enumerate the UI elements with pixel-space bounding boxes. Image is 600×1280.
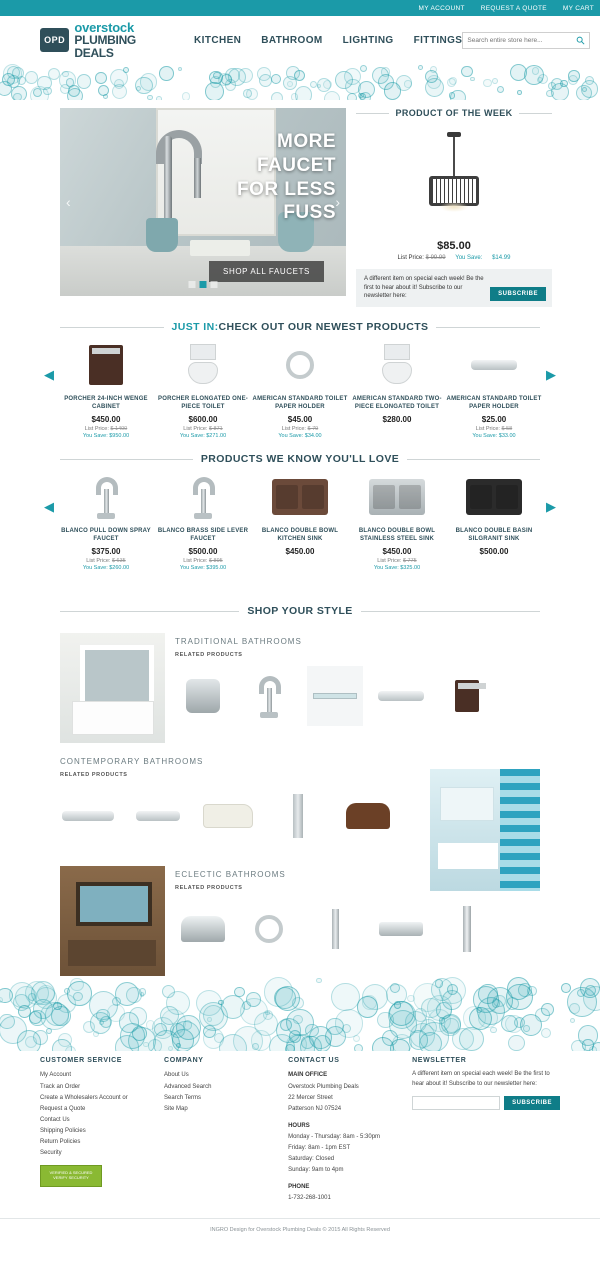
related-products-label: RELATED PRODUCTS xyxy=(175,885,243,892)
product-card[interactable] xyxy=(447,341,542,439)
product-list-price: List Price: $ 871 xyxy=(183,426,223,433)
product-price: $280.00 xyxy=(382,415,412,425)
office-line-1: Overstock Plumbing Deals xyxy=(288,1083,359,1090)
bubble-decoration-top xyxy=(0,64,600,100)
utility-topbar xyxy=(0,0,600,16)
search-icon[interactable] xyxy=(576,36,585,45)
footer-heading: COMPANY xyxy=(164,1057,204,1065)
we-love-next-icon[interactable]: ▶ xyxy=(546,499,556,515)
topbar-link-my-account[interactable]: MY ACCOUNT xyxy=(418,4,465,12)
product-card[interactable] xyxy=(156,473,251,571)
product-card[interactable] xyxy=(253,473,348,556)
we-love-title: PRODUCTS WE KNOW YOU'LL LOVE xyxy=(200,453,400,466)
divider-right xyxy=(519,113,552,114)
product-name: BLANCO DOUBLE BOWL KITCHEN SINK xyxy=(261,528,339,543)
carousel-next-icon[interactable]: › xyxy=(335,194,340,210)
footer-link-search-terms[interactable]: Search Terms xyxy=(164,1094,201,1101)
footer-link-advanced-search[interactable]: Advanced Search xyxy=(164,1083,212,1090)
logo-mark-text: OPD xyxy=(44,34,66,45)
bubble-decoration-bottom xyxy=(0,976,600,1051)
product-name: BLANCO DOUBLE BOWL STAINLESS STEEL SINK xyxy=(358,528,436,543)
hero-carousel[interactable] xyxy=(60,108,346,296)
vanity-cabinet-icon[interactable] xyxy=(439,666,495,726)
footer-link-site-map[interactable]: Site Map xyxy=(164,1105,188,1112)
just-in-header xyxy=(0,321,600,333)
product-savings: You Save: $260.00 xyxy=(82,565,130,572)
divider-left xyxy=(356,113,389,114)
hero-headline-line-3: FOR LESS xyxy=(236,178,336,200)
product-price: $500.00 xyxy=(188,547,218,557)
hours-line-2: Friday: 8am - 1pm EST xyxy=(288,1145,351,1151)
footer-contact xyxy=(288,1057,398,1204)
product-of-the-week-header xyxy=(356,108,552,118)
newsletter-promo-text: A different item on special each week! Be the first to hear about it! Subscribe to our newsletter here: xyxy=(364,276,484,300)
newsletter-form xyxy=(412,1096,560,1110)
footer-link-contact-us[interactable]: Contact Us xyxy=(40,1116,70,1123)
product-of-the-week-image[interactable] xyxy=(356,124,552,236)
towel-ring-icon[interactable] xyxy=(130,786,186,846)
product-savings: You Save: $33.00 xyxy=(472,433,516,440)
traditional-related xyxy=(175,633,540,743)
product-list-price: List Price: $ 1400 xyxy=(84,426,128,433)
carousel-prev-icon[interactable]: ‹ xyxy=(66,194,71,210)
list-price-value: $ 99.99 xyxy=(425,255,446,261)
related-products-label: RELATED PRODUCTS xyxy=(60,772,128,779)
carousel-dot-3[interactable] xyxy=(211,281,218,288)
product-name: BLANCO DOUBLE BASIN SILGRANIT SINK xyxy=(455,528,533,543)
carousel-dots[interactable] xyxy=(189,281,218,288)
we-love-header xyxy=(0,453,600,465)
logo-line-2: PLUMBING DEALS xyxy=(74,33,136,60)
nav-item-fittings[interactable]: FITTINGS xyxy=(413,34,463,46)
seal-line-2: VERIFY SECURITY xyxy=(53,1175,89,1181)
hero-headline-line-2: FAUCET xyxy=(257,154,336,176)
centerset-faucet-icon[interactable] xyxy=(175,899,231,959)
pendant-light-icon xyxy=(419,130,489,230)
bronze-sink-icon xyxy=(253,473,348,521)
towel-ring-icon[interactable] xyxy=(241,899,297,959)
main-office-label: MAIN OFFICE xyxy=(288,1072,328,1079)
save-label: You Save: xyxy=(455,255,483,261)
we-love-product-row xyxy=(0,465,600,571)
office-line-3: Patterson NJ 07524 xyxy=(288,1105,342,1112)
paper-holder-icon xyxy=(447,341,542,389)
faucet-icon xyxy=(156,473,251,521)
shop-style-header xyxy=(0,605,600,617)
silgranit-sink-icon xyxy=(447,473,542,521)
security-seal-badge[interactable] xyxy=(40,1165,102,1187)
related-items-row xyxy=(175,899,540,959)
footer-heading: NEWSLETTER xyxy=(412,1057,467,1065)
product-savings: You Save: $271.00 xyxy=(179,433,227,440)
bronze-widespread-faucet-icon[interactable] xyxy=(340,786,396,846)
product-name: BLANCO BRASS SIDE LEVER FAUCET xyxy=(157,528,249,543)
just-in-title-prefix: JUST IN: xyxy=(171,321,219,334)
footer-link-security[interactable]: Security xyxy=(40,1150,62,1157)
product-card[interactable] xyxy=(350,341,445,424)
just-in-product-row xyxy=(0,333,600,439)
just-in-title xyxy=(172,321,429,333)
hours-label: HOURS xyxy=(288,1122,310,1129)
carousel-dot-1[interactable] xyxy=(189,281,196,288)
vessel-faucet-icon[interactable] xyxy=(439,899,495,959)
product-list-price: List Price: $ 775 xyxy=(377,558,417,565)
product-name: BLANCO PULL DOWN SPRAY FAUCET xyxy=(61,528,151,543)
product-card[interactable] xyxy=(350,473,445,571)
style-block-contemporary xyxy=(0,743,600,846)
product-card[interactable] xyxy=(59,473,154,571)
product-of-the-week-price: $85.00 xyxy=(437,240,471,252)
product-name: PORCHER 24-INCH WENGE CABINET xyxy=(64,396,148,411)
just-in-next-icon[interactable]: ▶ xyxy=(546,367,556,383)
product-card[interactable] xyxy=(59,341,154,439)
product-price: $375.00 xyxy=(91,547,121,557)
search-box[interactable] xyxy=(462,32,590,49)
hand-shower-icon[interactable] xyxy=(307,899,363,959)
product-name: PORCHER ELONGATED ONE-PIECE TOILET xyxy=(158,396,248,411)
product-of-the-week xyxy=(356,108,552,307)
hero-section xyxy=(0,100,600,307)
copyright-text: INGRO Design for Overstock Plumbing Deals © 2015 All Rights Reserved xyxy=(0,1218,600,1243)
glass-shelf-icon[interactable] xyxy=(307,666,363,726)
style-title: ECLECTIC BATHROOMS xyxy=(175,870,286,880)
shop-style-title: SHOP YOUR STYLE xyxy=(247,605,353,618)
phone-label: PHONE xyxy=(288,1184,310,1191)
just-in-prev-icon[interactable]: ◀ xyxy=(44,367,54,383)
vanity-cabinet-icon xyxy=(59,341,154,389)
hero-vase-left xyxy=(146,218,178,252)
nav-item-bathroom[interactable]: BATHROOM xyxy=(261,34,323,46)
product-name: AMERICAN STANDARD TOILET PAPER HOLDER xyxy=(446,396,542,411)
footer-link-track-order[interactable]: Track an Order xyxy=(40,1083,81,1090)
product-card[interactable] xyxy=(447,473,542,556)
footer-link-wholesalers[interactable]: Create a Wholesalers Account or Request a Quote xyxy=(40,1094,128,1112)
site-footer xyxy=(0,1051,600,1204)
product-savings: You Save: $34.00 xyxy=(278,433,322,440)
bathtub-icon[interactable] xyxy=(200,786,256,846)
style-block-traditional xyxy=(0,627,600,743)
hours-line-4: Sunday: 9am to 4pm xyxy=(288,1167,344,1174)
product-price: $450.00 xyxy=(91,415,121,425)
save-value: $14.99 xyxy=(492,255,511,261)
footer-company xyxy=(164,1057,274,1204)
footer-heading: CONTACT US xyxy=(288,1057,340,1065)
product-price: $45.00 xyxy=(287,415,313,425)
hours-line-1: Monday - Thursday: 8am - 5:30pm xyxy=(288,1133,381,1140)
footer-customer-service xyxy=(40,1057,150,1204)
footer-link-returns[interactable]: Return Policies xyxy=(40,1139,81,1145)
traditional-bathroom-photo[interactable] xyxy=(60,633,165,743)
footer-heading: CUSTOMER SERVICE xyxy=(40,1057,123,1065)
main-navigation xyxy=(194,35,462,46)
towel-bar-icon[interactable] xyxy=(373,666,429,726)
product-price: $25.00 xyxy=(481,415,507,425)
footer-link-my-account[interactable]: My Account xyxy=(40,1072,72,1079)
product-list-price: List Price: $ 58 xyxy=(475,426,513,433)
product-list-price: List Price: $ 79 xyxy=(281,426,319,433)
shower-set-icon[interactable] xyxy=(270,786,326,846)
towel-bar-icon[interactable] xyxy=(60,786,116,846)
faucet-icon[interactable] xyxy=(241,666,297,726)
site-logo[interactable] xyxy=(40,21,176,60)
hero-headline-line-1: MORE xyxy=(277,131,336,152)
eclectic-bathroom-photo[interactable] xyxy=(60,866,165,976)
just-in-title-rest: CHECK OUT OUR NEWEST PRODUCTS xyxy=(218,321,429,334)
topbar-link-my-cart[interactable]: MY CART xyxy=(562,4,594,12)
product-list-price: List Price: $ 635 xyxy=(86,558,126,565)
product-price: $450.00 xyxy=(382,547,412,557)
list-price-label: List Price: xyxy=(397,255,424,261)
footer-link-shipping[interactable]: Shipping Policies xyxy=(40,1127,86,1134)
toilet-icon xyxy=(156,341,251,389)
product-price: $450.00 xyxy=(285,547,315,557)
product-card[interactable] xyxy=(253,341,348,439)
paper-holder-icon xyxy=(253,341,348,389)
product-of-the-week-title: PRODUCT OF THE WEEK xyxy=(395,108,513,118)
product-savings: You Save: $395.00 xyxy=(179,565,227,572)
subscribe-button-hero[interactable]: SUBSCRIBE xyxy=(490,287,546,301)
site-header xyxy=(0,16,600,64)
product-name: AMERICAN STANDARD TWO-PIECE ELONGATED TOILET xyxy=(352,396,442,411)
office-line-2: 22 Mercer Street xyxy=(288,1094,333,1101)
logo-mark-icon xyxy=(40,28,69,52)
product-savings: You Save: $325.00 xyxy=(373,565,421,572)
newsletter-text: A different item on special each week! Be the first to hear about it! Subscribe to our newsletter here: xyxy=(412,1071,550,1088)
product-savings: You Save: $950.00 xyxy=(82,433,130,440)
nav-item-kitchen[interactable]: KITCHEN xyxy=(194,34,242,46)
logo-wordmark xyxy=(74,21,176,60)
phone-number[interactable]: 1-732-268-1001 xyxy=(288,1195,331,1202)
tub-spout-icon[interactable] xyxy=(373,899,429,959)
product-card[interactable] xyxy=(156,341,251,439)
topbar-link-request-quote[interactable]: REQUEST A QUOTE xyxy=(480,4,547,12)
hero-towel xyxy=(190,240,250,256)
related-items-row xyxy=(175,666,540,726)
footer-link-about-us[interactable]: About Us xyxy=(164,1072,189,1079)
carousel-dot-2[interactable] xyxy=(200,281,207,288)
search-input[interactable] xyxy=(467,37,576,44)
hero-headline xyxy=(237,130,336,225)
hero-headline-line-4: FUSS xyxy=(283,202,336,224)
product-name: AMERICAN STANDARD TOILET PAPER HOLDER xyxy=(252,396,348,411)
we-love-prev-icon[interactable]: ◀ xyxy=(44,499,54,515)
toilet-icon xyxy=(350,341,445,389)
style-title: CONTEMPORARY BATHROOMS xyxy=(60,757,204,767)
seal-line-1: VERIFIED & SECURED xyxy=(49,1170,93,1176)
product-price: $600.00 xyxy=(188,415,218,425)
product-price: $500.00 xyxy=(479,547,509,557)
logo-line-1: overstock xyxy=(74,19,134,35)
shower-head-icon[interactable] xyxy=(175,666,231,726)
hours-line-3: Saturday: Closed xyxy=(288,1156,335,1163)
shop-all-faucets-button[interactable]: SHOP ALL FAUCETS xyxy=(209,261,324,282)
nav-item-lighting[interactable]: LIGHTING xyxy=(342,34,394,46)
product-of-the-week-pricing-detail xyxy=(356,255,552,261)
newsletter-promo-box xyxy=(356,269,552,307)
footer-newsletter xyxy=(412,1057,560,1204)
hero-faucet-spout xyxy=(194,158,201,198)
related-products-label: RELATED PRODUCTS xyxy=(175,652,243,659)
newsletter-email-input[interactable] xyxy=(412,1096,500,1110)
product-list-price: List Price: $ 895 xyxy=(183,558,223,565)
contemporary-bathroom-photo[interactable] xyxy=(430,769,540,891)
subscribe-button-footer[interactable]: SUBSCRIBE xyxy=(504,1096,560,1110)
stainless-sink-icon xyxy=(350,473,445,521)
style-title: TRADITIONAL BATHROOMS xyxy=(175,637,302,647)
faucet-icon xyxy=(59,473,154,521)
